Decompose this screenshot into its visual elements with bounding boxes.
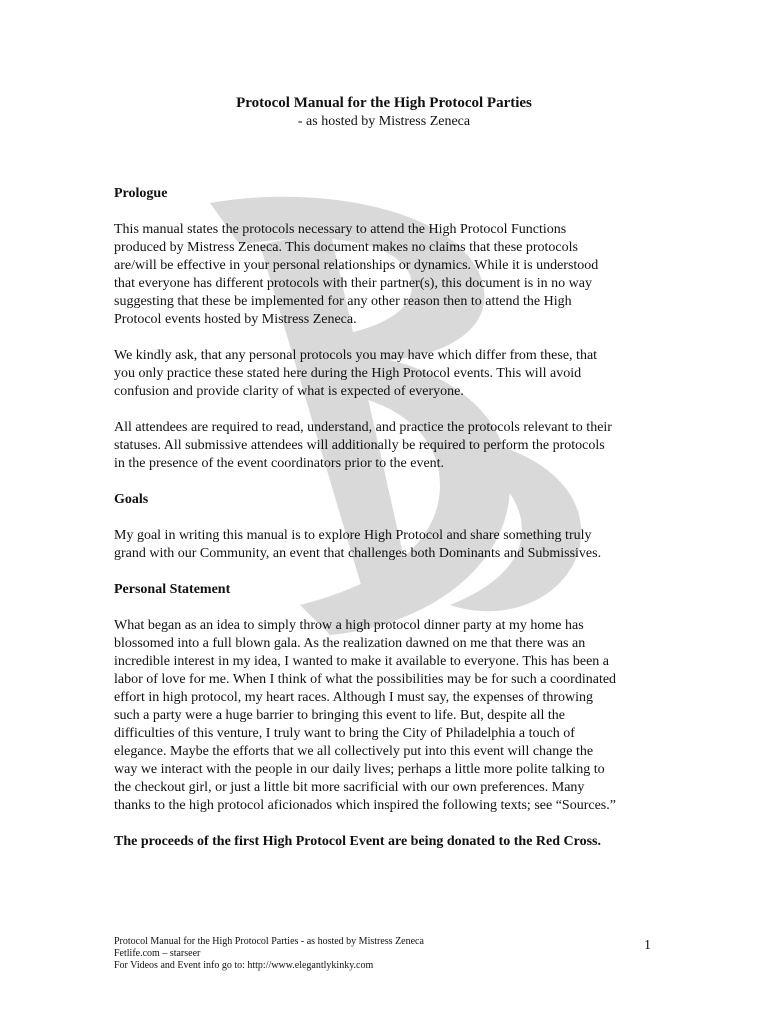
footer-title: Protocol Manual for the High Protocol Parties - as hosted by Mistress Zeneca	[114, 936, 424, 947]
document-body	[114, 185, 654, 869]
page-footer	[114, 936, 654, 972]
paragraph: My goal in writing this manual is to explore High Protocol and share something truly grand with our Community, an event that challenges both Dominants and Submissives.	[114, 528, 602, 561]
paragraph: We kindly ask, that any personal protocols you may have which differ from these, that you only practice these stated here during the High Protocol events. This will avoid confusion and provide clarity of what is expected of everyone.	[114, 348, 598, 399]
footer-link: For Videos and Event info go to: http://www.elegantlykinky.com	[114, 960, 374, 971]
paragraph: This manual states the protocols necessary to attend the High Protocol Functions produced by Mistress Zeneca. This document makes no claims that these protocols are/will be effective in your personal relationships or dynamics. While it is understood that everyone has different protocols with their partner(s), this document is in no way suggesting that these be implemented for any other reason then to attend the High Protocol events hosted by Mistress Zeneca.	[114, 222, 599, 327]
document-title: Protocol Manual for the High Protocol Parties	[236, 95, 532, 111]
document-page	[114, 0, 654, 1024]
footer-credit: Fetlife.com – starseer	[114, 948, 201, 959]
paragraph: All attendees are required to read, understand, and practice the protocols relevant to their statuses. All submissive attendees will additionally be required to perform the protocols in the presence of the event coordinators prior to the event.	[114, 420, 612, 471]
document-subtitle: - as hosted by Mistress Zeneca	[297, 114, 471, 129]
closing-statement: The proceeds of the first High Protocol Event are being donated to the Red Cross.	[114, 834, 601, 849]
section-heading-personal-statement: Personal Statement	[114, 582, 231, 597]
section-heading-prologue: Prologue	[114, 186, 168, 201]
paragraph: What began as an idea to simply throw a high protocol dinner party at my home has blossomed into a full blown gala. As the realization dawned on me that there was an incredible interest in my idea, I wanted to make it available to everyone. This has been a labor of love for me. When I think of what the possibilities may be for such a coordinated effort in high protocol, my heart races. Although I must say, the expenses of throwing such a party were a huge barrier to bringing this event to life. But, despite all the difficulties of this venture, I truly want to bring the City of Philadelphia a touch of elegance. Maybe the efforts that we all collectively put into this event will change the way we interact with the people in our daily lives; perhaps a little more polite talking to the checkout girl, or just a little bit more sacrificial with our own preferences. Many thanks to the high protocol aficionados which inspired the following texts; see “Sources.”	[114, 618, 617, 813]
section-heading-goals: Goals	[114, 492, 149, 507]
page-number: 1	[644, 938, 651, 953]
